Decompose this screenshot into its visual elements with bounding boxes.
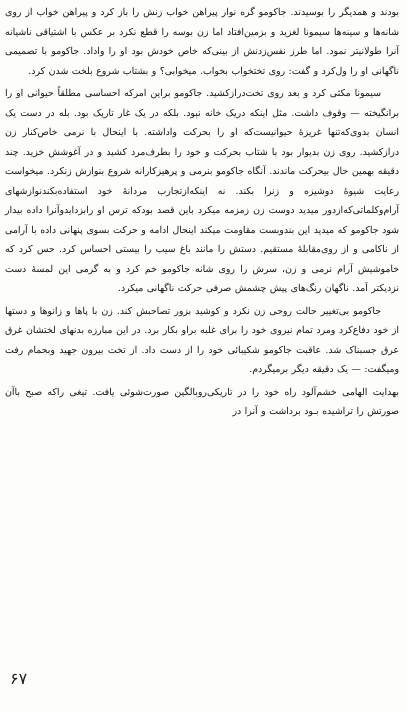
page-number: ۶۷ — [10, 669, 28, 688]
paragraph-1: بودند و همدیگر را بوسیدند. جاکومو گره نوار پیراهن خواب زنش را باز کرد و پیراهن خواب از روی شانه‌ها و سینه‌ها سیمونا لغزید و بزمین‌افتاد اما زن بوسه را قطع نکرد بر عکس با اشتیاقی ناشیانه آنرا طولانیتر نمود. اما طرز نفس‌زدنش از بینی‌که خاص خودش بود او را واداد. جاکومو با تصمیمی ناگهانی او را ول‌کرد و گفت: روی تختخواب بخواب. میخوابی؟ و بشتاب شروع بلخت شدن کرد. — [5, 7, 399, 77]
body-text — [5, 3, 399, 422]
paragraph-3: جاکومو بی‌تغییر حالت روحی زن نکرد و کوشید بزور تصاحبش کند. زن با پاها و زانوها و دستها از خود دفاع‌کرد ومرد تمام نیروی خود را برای غلبه براو بکار برد. در این مبارزه بدنهای لختشان غرق عرق جسبناک شد. عاقبت جاکومو شکیبائی خود را از دست داد. از تخت بیرون جهید وبحمام رفت ومیگفت: — یک دقیقه دیگر برمیگردم. — [5, 305, 399, 375]
paragraph-2: سیمونا مکثی کرد و بعد روی تخت‌درازکشید. جاکومو براین امرکه احساسی مطلقاً حیوانی او را برانگیخته — وقوف داشت. مثل اینکه دریک خانه نبود. بلکه در یک غار تاریک بود. بله در دست یک انسان بدوی‌که‌تنها غریزهٔ حیوانیست‌که او را بحرکت واداشته. با اینحال با نرمی خاص‌کنار زن درازکشید. روی زن بدیوار بود با شتاب بحرکت و خود را بطرف‌مرد کشید و در آغوشش خزید. چند دقیقه بهمین حال بیحرکت ماندند. آنگاه جاکومو بنرمی و پرهیزکارانه شروع بنوازش زنکرد. میخواست رعایت شیوهٔ دوشیزه و زنرا بکند. نه اینکه‌ازتجارب مردانهٔ خود استفاده‌بکند‌نوازشهای آرام‌وکلماتی‌که‌ازدور میدید دوست زن زمزمه میکرد باین قصد بود‌که ترس او را‌بزداید‌وآنرا داده بیدار شود جاکومو که میدید این بندوبست مقاومت میکند اینحال ادامه و حرکت بسوی پنهانی داده با آرامی از ناکامی و از روی‌مقابلهٔ مستقیم. دستش را مانند باغ سیب را بیستی احساس کرد. حس کرد که خاموشیش آرام نرمی و زن، سرش را روی شانه جاکومو خم کرد و به گرمی این لمسهٔ دست نزدیکتر آمد. ناگهان رنگ‌های پیش چشمش صرفی حرکت ناگهانی میکرد. — [5, 88, 399, 294]
paragraph-4: بهدایت الهامی خشم‌آلود راه خود را در تاریکی‌روبالگین صورت‌شوئی یافت. تیغی راکه صبح باآن صورتش را تراشیده بـود برداشت و آنرا در — [5, 386, 399, 417]
